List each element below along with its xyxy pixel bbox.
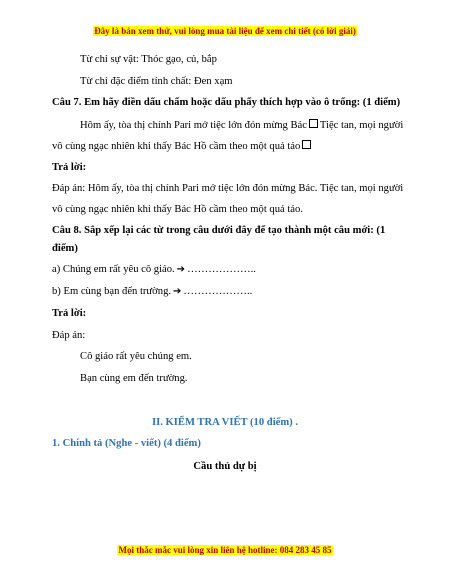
question-7-text-line-1	[80, 119, 403, 131]
preview-banner	[0, 26, 450, 36]
hotline-banner	[0, 545, 450, 555]
hotline-banner-text: Mọi thắc mắc vui lòng xin liên hệ hotline: 084 283 45 85	[118, 545, 332, 555]
arrow-right-icon: ➔	[176, 264, 186, 275]
answer-label: Trả lời:	[52, 308, 87, 319]
traits-word-line: Từ chỉ đặc điểm tính chất: Đen xạm	[80, 76, 233, 87]
item-b-text: b) Em cùng bạn đến trường.	[52, 286, 172, 297]
preview-banner-text: Đây là bản xem thử, vui lòng mua tài liệu để xem chi tiết (có lời giải)	[94, 26, 356, 36]
question-8-title-line-2: điểm)	[52, 243, 78, 254]
item-a-text: a) Chúng em rất yêu cô giáo.	[52, 264, 175, 275]
question-7-answer-line-1: Đáp án: Hôm ấy, tòa thị chính Pari mở tiệc lớn đón mừng Bác. Tiệc tan, mọi người	[52, 183, 404, 194]
poem-title: Cầu thủ dự bị	[193, 461, 257, 472]
question-7-text-part-3: vô cùng ngạc nhiên khi thấy Bác Hồ cầm theo một quả táo	[52, 141, 301, 152]
answer-dots: ………………..	[183, 286, 253, 297]
answer-dots: ………………..	[187, 264, 256, 275]
question-7-title: Câu 7. Em hãy điền dấu chấm hoặc dấu phẩy thích hợp vào ô trống: (1 điểm)	[52, 97, 401, 108]
blank-box	[302, 140, 311, 149]
question-7-answer-line-2: vô cùng ngạc nhiên khi thấy Bác Hồ cầm theo một quả táo.	[52, 204, 303, 215]
answer-intro: Đáp án:	[52, 330, 86, 341]
answer-a: Cô giáo rất yêu chúng em.	[80, 351, 192, 362]
blank-box	[309, 119, 318, 128]
question-8-item-b	[52, 286, 252, 297]
question-7-text-part-1: Hôm ấy, tòa thị chính Pari mở tiệc lớn đón mừng Bác	[80, 120, 307, 131]
question-8-item-a	[52, 264, 256, 275]
arrow-right-icon: ➔	[173, 286, 182, 297]
answer-b: Bạn cùng em đến trường.	[80, 373, 188, 384]
subsection-title: 1. Chính tả (Nghe - viết) (4 điểm)	[52, 438, 201, 449]
question-7-text-part-2: Tiệc tan, mọi người	[319, 120, 404, 131]
question-8-title-line-1: Câu 8. Sắp xếp lại các từ trong câu dưới đây để tạo thành một câu mới: (1	[52, 225, 386, 236]
question-7-text-line-2	[52, 140, 313, 152]
answer-label: Trả lời:	[52, 162, 87, 173]
things-word-line: Từ chỉ sự vật: Thóc gạo, củ, bắp	[80, 54, 217, 65]
section-title: II. KIỂM TRA VIẾT (10 điểm) .	[152, 417, 298, 428]
